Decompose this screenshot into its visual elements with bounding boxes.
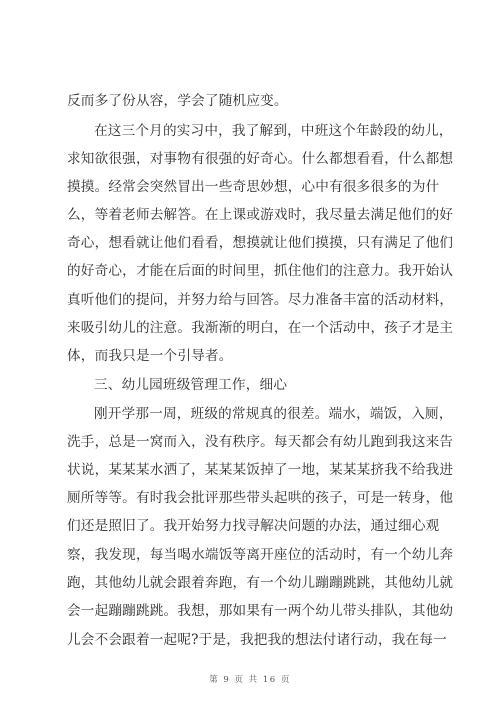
section-heading: 三、幼儿园班级管理工作，细心	[94, 377, 288, 393]
text-line: 来吸引幼儿的注意。我渐渐的明白，在一个活动中，孩子才是主	[67, 320, 454, 336]
text-line: 们还是照旧了。我开始努力找寻解决问题的办法，通过细心观	[67, 518, 440, 534]
text-line: 会一起蹦蹦跳跳。我想，那如果有一两个幼儿带头排队，其他幼	[67, 603, 454, 619]
text-line: 求知欲很强，对事物有很强的好奇心。什么都想看看，什么都想	[67, 151, 454, 167]
text-line: 摸摸。经常会突然冒出一些奇思妙想，心中有很多很多的为什	[67, 179, 440, 195]
text-line: 么，等着老师去解答。在上课或游戏时，我尽量去满足他们的好	[67, 207, 454, 223]
text-line: 察，我发现，每当喝水端饭等离开座位的活动时，有一个幼儿奔	[67, 547, 454, 563]
text-line: 状说，某某某水洒了，某某某饭掉了一地，某某某挤我不给我进	[67, 462, 454, 478]
text-line: 真听他们的提问，并努力给与回答。尽力准备丰富的活动材料，	[67, 292, 454, 308]
text-line: 儿会不会跟着一起呢?于是，我把我的想法付诸行动，我在每一	[67, 632, 447, 648]
text-line: 的好奇心，才能在后面的时间里，抓住他们的注意力。我开始认	[67, 263, 454, 279]
text-line: 奇心，想看就让他们看看，想摸就让他们摸摸，只有满足了他们	[67, 235, 454, 251]
text-line: 反而多了份从容，学会了随机应变。	[67, 93, 288, 109]
text-line: 在这三个月的实习中，我了解到，中班这个年龄段的幼儿，	[94, 123, 453, 139]
text-line: 厕所等等。有时我会批评那些带头起哄的孩子，可是一转身，他	[67, 490, 454, 506]
text-line: 体，而我只是一个引导者。	[67, 348, 233, 364]
text-line: 跑，其他幼儿就会跟着奔跑，有一个幼儿蹦蹦跳跳，其他幼儿就	[67, 575, 454, 591]
text-line: 刚开学那一周，班级的常规真的很差。端水，端饭，入厕，	[94, 406, 453, 422]
page-number-footer: 第 9 页 共 16 页	[209, 675, 291, 685]
text-line: 洗手，总是一窝而入，没有秩序。每天都会有幼儿跑到我这来告	[67, 434, 454, 450]
